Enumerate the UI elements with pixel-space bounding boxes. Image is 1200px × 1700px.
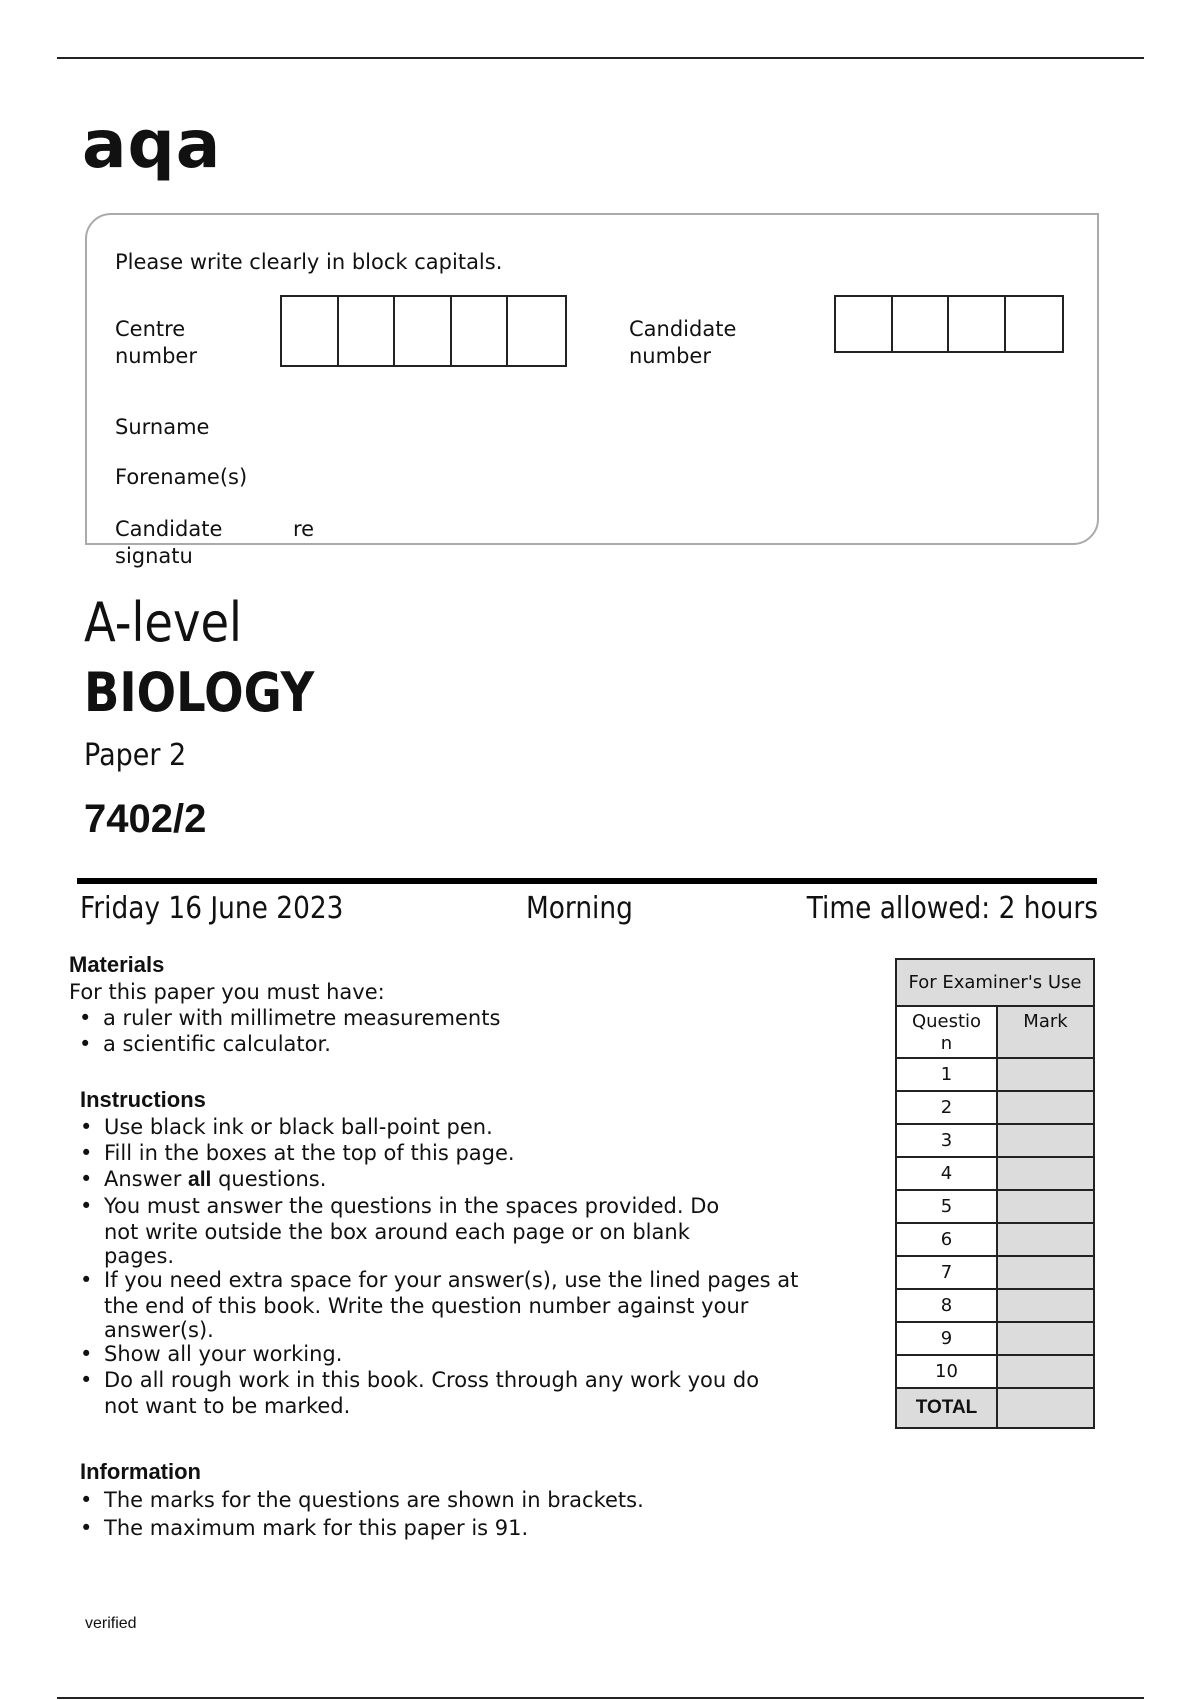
list-item: • The maximum mark for this paper is 91.	[80, 1514, 860, 1542]
list-item: • If you need extra space for your answer(s), use the lined pages at the end of this book. Write the question number against your answer(s).	[80, 1267, 860, 1341]
candidate-digit-box[interactable]	[893, 297, 950, 351]
examiner-use-table	[895, 958, 1095, 1429]
total-mark-cell	[997, 1388, 1094, 1428]
subject-title: BIOLOGY	[84, 661, 315, 724]
verified-note: verified	[85, 1615, 137, 1632]
mark-cell	[997, 1289, 1094, 1322]
paper-code: 7402/2	[84, 797, 207, 841]
list-item: • Answer all questions.	[80, 1166, 860, 1193]
bottom-rule	[57, 1697, 1144, 1699]
information-list	[80, 1486, 860, 1542]
aqa-logo: aqa	[82, 106, 222, 183]
list-item: • a scientific calculator.	[79, 1031, 849, 1057]
materials-intro: For this paper you must have:	[69, 980, 385, 1004]
materials-heading: Materials	[69, 952, 165, 977]
question-number: 10	[896, 1355, 997, 1388]
question-number: 4	[896, 1157, 997, 1190]
information-section	[80, 1458, 860, 1542]
list-item: • Fill in the boxes at the top of this page.	[80, 1140, 860, 1166]
mark-cell	[997, 1157, 1094, 1190]
question-number: 6	[896, 1223, 997, 1256]
list-item: • Show all your working.	[80, 1341, 860, 1367]
mark-cell	[997, 1190, 1094, 1223]
mark-cell	[997, 1091, 1094, 1124]
examiner-table-header: For Examiner's Use	[896, 959, 1094, 1006]
top-rule	[57, 57, 1144, 59]
question-number: 2	[896, 1091, 997, 1124]
signature-label-part2: re	[293, 517, 315, 541]
candidate-number-boxes	[834, 295, 1064, 353]
centre-digit-box[interactable]	[282, 297, 339, 365]
list-item: • Do all rough work in this book. Cross through any work you do not want to be marked.	[80, 1367, 860, 1419]
instructions-list	[80, 1114, 860, 1419]
candidate-digit-box[interactable]	[949, 297, 1006, 351]
mark-cell	[997, 1355, 1094, 1388]
exam-date-line	[80, 890, 1098, 930]
centre-digit-box[interactable]	[395, 297, 452, 365]
block-capitals-instruction: Please write clearly in block capitals.	[115, 250, 503, 274]
mark-cell	[997, 1124, 1094, 1157]
question-number: 3	[896, 1124, 997, 1157]
mark-column-header: Mark	[997, 1006, 1094, 1058]
list-item: • Use black ink or black ball-point pen.	[80, 1114, 860, 1140]
centre-digit-box[interactable]	[508, 297, 565, 365]
materials-section	[69, 951, 849, 1057]
time-allowed: Time allowed: 2 hours	[806, 891, 1098, 926]
candidate-digit-box[interactable]	[836, 297, 893, 351]
question-number: 5	[896, 1190, 997, 1223]
list-item: • The marks for the questions are shown in brackets.	[80, 1486, 860, 1514]
surname-label: Surname	[115, 415, 210, 439]
signature-label-part3: signatu	[115, 544, 193, 568]
materials-list	[79, 1005, 849, 1057]
total-label: TOTAL	[896, 1388, 997, 1428]
qualification-level: A-level	[84, 591, 242, 654]
mark-cell	[997, 1223, 1094, 1256]
candidate-number-label: Candidate number	[629, 317, 737, 368]
candidate-digit-box[interactable]	[1006, 297, 1062, 351]
centre-digit-box[interactable]	[452, 297, 509, 365]
exam-session: Morning	[526, 891, 633, 926]
question-number: 1	[896, 1058, 997, 1091]
information-heading: Information	[80, 1459, 201, 1484]
question-number: 8	[896, 1289, 997, 1322]
date-rule	[77, 878, 1097, 884]
centre-number-boxes	[280, 295, 567, 367]
signature-label-part1: Candidate	[115, 517, 223, 541]
centre-number-label: Centre number	[115, 317, 197, 368]
list-item: • You must answer the questions in the spaces provided. Do not write outside the box around each page or on blank pages.	[80, 1193, 860, 1267]
mark-cell	[997, 1058, 1094, 1091]
centre-digit-box[interactable]	[339, 297, 396, 365]
exam-date: Friday 16 June 2023	[80, 891, 344, 926]
instructions-section	[80, 1086, 860, 1419]
mark-cell	[997, 1256, 1094, 1289]
paper-number: Paper 2	[84, 738, 187, 773]
mark-cell	[997, 1322, 1094, 1355]
question-column-header: Questio n	[896, 1006, 997, 1058]
instructions-heading: Instructions	[80, 1087, 206, 1112]
list-item: • a ruler with millimetre measurements	[79, 1005, 849, 1031]
question-number: 9	[896, 1322, 997, 1355]
question-number: 7	[896, 1256, 997, 1289]
forenames-label: Forename(s)	[115, 465, 248, 489]
